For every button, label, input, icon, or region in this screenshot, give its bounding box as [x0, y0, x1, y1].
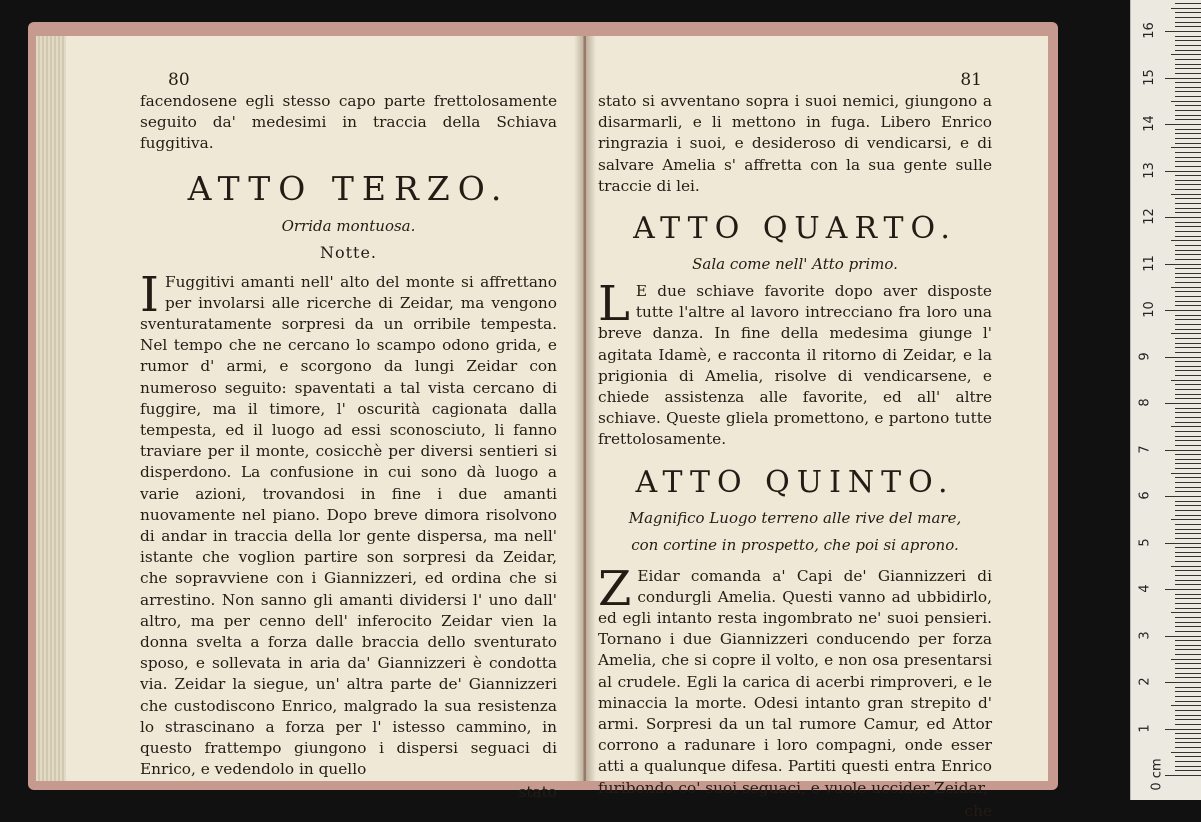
- ruler-tick: [1165, 310, 1201, 311]
- ruler-tick: [1171, 566, 1201, 567]
- ruler-tick: [1175, 45, 1201, 46]
- ruler-tick: [1175, 603, 1201, 604]
- ruler-tick: [1175, 389, 1201, 390]
- ruler-tick: [1175, 594, 1201, 595]
- ruler-label: 10: [1141, 301, 1157, 318]
- ruler-label: 11: [1141, 254, 1157, 272]
- ruler-tick: [1165, 217, 1201, 218]
- ruler-tick: [1175, 701, 1201, 702]
- ruler-tick: [1171, 473, 1201, 474]
- ruler-tick: [1165, 31, 1201, 32]
- scene-heading-line: con cortine in prospetto, che poi si aprono.: [631, 535, 959, 554]
- ruler-tick: [1175, 756, 1201, 757]
- page-number: 80: [168, 70, 190, 90]
- ruler-tick: [1175, 431, 1201, 432]
- ruler-tick: [1175, 166, 1201, 167]
- ruler-tick: [1175, 747, 1201, 748]
- ruler-tick: [1175, 282, 1201, 283]
- catchword: che: [964, 801, 992, 820]
- ruler-tick: [1175, 394, 1201, 395]
- ruler-tick: [1175, 296, 1201, 297]
- ruler-tick: [1175, 501, 1201, 502]
- ruler-tick: [1175, 338, 1201, 339]
- ruler-label: 6: [1137, 491, 1153, 500]
- ruler-label: 5: [1137, 537, 1153, 547]
- ruler-tick: [1175, 640, 1201, 641]
- ruler-tick: [1175, 533, 1201, 534]
- ruler-label: 4: [1137, 584, 1153, 593]
- act-title: ATTO QUINTO.: [635, 464, 955, 500]
- ruler-tick: [1175, 422, 1201, 423]
- ruler-tick: [1175, 524, 1201, 525]
- ruler-label: 14: [1141, 115, 1157, 132]
- ruler-tick: [1175, 510, 1201, 511]
- ruler-tick: [1175, 319, 1201, 320]
- ruler-tick: [1175, 226, 1201, 227]
- ruler-tick: [1175, 436, 1201, 437]
- ruler-tick: [1175, 417, 1201, 418]
- ruler-tick: [1175, 254, 1201, 255]
- ruler-label: 8: [1137, 398, 1153, 407]
- ruler-tick: [1175, 733, 1201, 734]
- ruler-tick: [1175, 742, 1201, 743]
- ruler-tick: [1175, 468, 1201, 469]
- page-number: 81: [960, 70, 982, 90]
- ruler-tick: [1165, 496, 1201, 497]
- ruler-label: 13: [1141, 161, 1157, 179]
- ruler-tick: [1175, 454, 1201, 455]
- ruler-tick: [1175, 231, 1201, 232]
- ruler-tick: [1175, 259, 1201, 260]
- ruler-tick: [1175, 96, 1201, 97]
- ruler-tick: [1175, 273, 1201, 274]
- paragraph-intro: stato si avventano sopra i suoi nemici, giungono a disarmarli, e li mettono in fuga. Libero Enrico ringrazia i suoi, e desideroso di vendicarsi, e di salvare Amelia s' affretta con la sua gente sulle traccie di lei.: [598, 92, 992, 195]
- ruler-tick: [1175, 412, 1201, 413]
- ruler-tick: [1175, 677, 1201, 678]
- ruler-tick: [1175, 352, 1201, 353]
- ruler-tick: [1175, 645, 1201, 646]
- book: [28, 22, 1058, 820]
- ruler-tick: [1175, 575, 1201, 576]
- ruler-tick: [1175, 445, 1201, 446]
- ruler-label: 3: [1137, 630, 1153, 640]
- left-page: [36, 36, 584, 802]
- drop-cap: I: [140, 266, 159, 323]
- ruler-tick: [1171, 54, 1201, 55]
- ruler-label: 12: [1141, 208, 1157, 225]
- ruler-label: 1: [1137, 723, 1153, 733]
- paragraph-text: E due schiave favorite dopo aver disposte tutte l'altre al lavoro intrecciano fra loro una breve danza. In fine della medesima giunge l' agitata Idamè, e racconta il ritorno di Zeidar, e la prigionia di Amelia, risolve di vendicarsene, e chiede assistenza alle favorite, ed all' altre schiave. Queste gliela promettono, e partono tutte frettolosamente.: [598, 282, 992, 449]
- ruler-tick: [1175, 570, 1201, 571]
- ruler-tick: [1175, 17, 1201, 18]
- ruler-tick: [1175, 463, 1201, 464]
- ruler-tick: [1175, 105, 1201, 106]
- ruler-tick: [1175, 59, 1201, 60]
- ruler-tick: [1175, 673, 1201, 674]
- ruler-tick: [1175, 119, 1201, 120]
- ruler-tick: [1175, 138, 1201, 139]
- ruler-tick: [1175, 175, 1201, 176]
- ruler-label: 2: [1137, 677, 1153, 686]
- ruler-tick: [1175, 552, 1201, 553]
- ruler-tick: [1175, 477, 1201, 478]
- ruler-tick: [1165, 124, 1201, 125]
- ruler-label: 7: [1137, 444, 1153, 454]
- ruler-tick: [1171, 333, 1201, 334]
- ruler-tick: [1175, 370, 1201, 371]
- ruler-tick: [1175, 617, 1201, 618]
- ruler-tick: [1175, 375, 1201, 376]
- ruler-tick: [1175, 22, 1201, 23]
- ruler-tick: [1165, 264, 1201, 265]
- ruler-tick: [1175, 766, 1201, 767]
- ruler-tick: [1171, 380, 1201, 381]
- ruler-tick: [1175, 129, 1201, 130]
- paragraph-text: Eidar comanda a' Capi de' Giannizzeri di condurgli Amelia. Questi vanno ad ubbidirlo, ed egli intanto resta ingombrato ne' suoi pensieri. Tornano i due Giannizzeri conducendo per forza Amelia, che si copre il volto, e non osa presentarsi al crudele. Egli la carica di acerbi rimproveri, e le minaccia la morte. Odesi intanto gran strepito d' armi. Sorpresi da un tal rumore Camur, ed Attor corrono a radunare i loro compagni, onde esser atti a qualunque difesa. Partiti questi entra Enrico furibondo co' suoi seguaci, e vuole uccider Zeidar,: [598, 566, 992, 797]
- ruler-tick: [1171, 194, 1201, 195]
- ruler-tick: [1175, 761, 1201, 762]
- ruler-tick: [1175, 301, 1201, 302]
- paragraph: [598, 276, 992, 451]
- ruler-tick: [1175, 189, 1201, 190]
- ruler-tick: [1175, 161, 1201, 162]
- page-edges: [36, 36, 66, 781]
- ruler-tick: [1175, 91, 1201, 92]
- ruler-tick: [1171, 519, 1201, 520]
- ruler-tick: [1175, 157, 1201, 158]
- ruler-tick: [1175, 561, 1201, 562]
- ruler-tick: [1175, 133, 1201, 134]
- act-title: ATTO TERZO.: [187, 168, 510, 208]
- ruler-tick: [1165, 450, 1201, 451]
- ruler-tick: [1165, 403, 1201, 404]
- ruler-tick: [1171, 705, 1201, 706]
- ruler-tick: [1171, 101, 1201, 102]
- ruler-label: 0 cm: [1149, 758, 1165, 791]
- ruler-tick: [1175, 115, 1201, 116]
- ruler-tick: [1171, 240, 1201, 241]
- ruler-tick: [1175, 668, 1201, 669]
- ruler-tick: [1175, 40, 1201, 41]
- ruler-tick: [1165, 543, 1201, 544]
- ruler-tick: [1175, 50, 1201, 51]
- ruler-tick: [1175, 245, 1201, 246]
- ruler-tick: [1175, 626, 1201, 627]
- measuring-ruler: [1130, 0, 1201, 800]
- ruler-tick: [1175, 315, 1201, 316]
- ruler-tick: [1175, 710, 1201, 711]
- ruler-tick: [1175, 305, 1201, 306]
- ruler-tick: [1175, 73, 1201, 74]
- ruler-tick: [1175, 770, 1201, 771]
- ruler-tick: [1175, 715, 1201, 716]
- ruler-tick: [1165, 171, 1201, 172]
- ruler-tick: [1175, 584, 1201, 585]
- ruler-tick: [1175, 347, 1201, 348]
- ruler-tick: [1175, 482, 1201, 483]
- ruler-tick: [1175, 152, 1201, 153]
- ruler-tick: [1175, 491, 1201, 492]
- ruler-tick: [1175, 222, 1201, 223]
- ruler-tick: [1175, 36, 1201, 37]
- ruler-label: 15: [1141, 68, 1157, 86]
- ruler-tick: [1175, 505, 1201, 506]
- ruler-tick: [1175, 649, 1201, 650]
- ruler-tick: [1171, 147, 1201, 148]
- ruler-tick: [1175, 663, 1201, 664]
- paragraph: [140, 266, 557, 781]
- ruler-tick: [1175, 324, 1201, 325]
- ruler-tick: [1175, 236, 1201, 237]
- ruler-tick: [1175, 440, 1201, 441]
- ruler-tick: [1175, 622, 1201, 623]
- ruler-tick: [1175, 268, 1201, 269]
- ruler-tick: [1175, 515, 1201, 516]
- ruler-label: 9: [1137, 351, 1153, 361]
- ruler-tick: [1175, 250, 1201, 251]
- ruler-tick: [1175, 547, 1201, 548]
- ruler-tick: [1175, 110, 1201, 111]
- ruler-tick: [1175, 719, 1201, 720]
- ruler-tick: [1175, 538, 1201, 539]
- ruler-tick: [1175, 696, 1201, 697]
- ruler-tick: [1165, 775, 1201, 776]
- ruler-tick: [1175, 3, 1201, 4]
- ruler-tick: [1175, 184, 1201, 185]
- ruler-tick: [1175, 343, 1201, 344]
- ruler-tick: [1175, 529, 1201, 530]
- ruler-tick: [1175, 598, 1201, 599]
- paragraph: [598, 560, 992, 799]
- ruler-tick: [1171, 612, 1201, 613]
- ruler-tick: [1175, 608, 1201, 609]
- ruler-tick: [1175, 384, 1201, 385]
- ruler-tick: [1175, 580, 1201, 581]
- ruler-tick: [1165, 682, 1201, 683]
- ruler-tick: [1175, 208, 1201, 209]
- catchword: stato: [518, 783, 557, 802]
- scene-heading: Sala come nell' Atto primo.: [692, 255, 898, 274]
- ruler-tick: [1175, 82, 1201, 83]
- scene-heading: Orrida montuosa.: [281, 216, 416, 235]
- ruler-tick: [1175, 212, 1201, 213]
- paragraph-intro: facendosene egli stesso capo parte frettolosamente seguito da' medesimi in traccia della Schiava fuggitiva.: [140, 92, 557, 153]
- scene-heading-line: Magnifico Luogo terreno alle rive del mare,: [628, 508, 962, 527]
- act-title: ATTO QUARTO.: [633, 211, 957, 247]
- ruler-tick: [1175, 687, 1201, 688]
- ruler-tick: [1175, 64, 1201, 65]
- ruler-tick: [1165, 78, 1201, 79]
- ruler-tick: [1175, 203, 1201, 204]
- ruler-tick: [1175, 487, 1201, 488]
- ruler-tick: [1171, 426, 1201, 427]
- ruler-tick: [1175, 26, 1201, 27]
- ruler-tick: [1175, 738, 1201, 739]
- ruler-tick: [1175, 398, 1201, 399]
- ruler-tick: [1175, 724, 1201, 725]
- right-page: [586, 36, 1048, 820]
- ruler-tick: [1175, 654, 1201, 655]
- ruler-tick: [1175, 459, 1201, 460]
- ruler-tick: [1175, 556, 1201, 557]
- ruler-tick: [1175, 631, 1201, 632]
- ruler-tick: [1175, 361, 1201, 362]
- ruler-tick: [1175, 408, 1201, 409]
- ruler-tick: [1171, 659, 1201, 660]
- ruler-tick: [1175, 143, 1201, 144]
- ruler-tick: [1171, 287, 1201, 288]
- ruler-tick: [1175, 291, 1201, 292]
- ruler-tick: [1175, 68, 1201, 69]
- ruler-tick: [1175, 329, 1201, 330]
- paragraph-text: Fuggitivi amanti nell' alto del monte si affrettano per involarsi alle ricerche di Zeidar, ma vengono sventuratamente sorpresi da un orribile tempesta. Nel tempo che ne cercano lo scampo odono grida, e rumor d' armi, e scorgono da lungi Zeidar con numeroso seguito: spaventati a tal vista cercano di fuggire, ma il timore, l' oscurità cagionata dalla tempesta, ed il luogo ad essi sconosciuto, li fanno traviare per il monte, cosicchè per diversi sentieri si disperdono. La confusione in cui sono dà luogo a varie azioni, trovandosi in fine i due amanti nuovamente nel piano. Dopo breve dimora risolvono di andar in traccia della lor gente dispersa, ma nell' istante che voglion partire son sorpresi da Zeidar, che sopravviene con i Giannizzeri, ed ordina che si arrestino. Non sanno gli amanti dividersi l' uno dall' altro, ma per cenno dell' inferocito Zeidar vien la donna svelta a forza dalle braccia dello sventurato sposo, e sollevata in aria da' Giannizzeri è condotta via. Zeidar la siegue, un' altra parte de' Giannizzeri che custodiscono Enrico, malgrado la sua resistenza lo strascinano a forza per l' istesso cammino, in questo frattempo giungono i dispersi seguaci di Enrico, e vedendolo in quello: [140, 272, 557, 779]
- drop-cap: L: [598, 276, 630, 333]
- ruler-tick: [1165, 636, 1201, 637]
- ruler-tick: [1175, 87, 1201, 88]
- ruler-tick: [1165, 589, 1201, 590]
- ruler-tick: [1165, 729, 1201, 730]
- ruler-tick: [1171, 8, 1201, 9]
- ruler-tick: [1175, 198, 1201, 199]
- drop-cap: Z: [598, 560, 632, 617]
- ruler-tick: [1175, 12, 1201, 13]
- book-gutter: [574, 36, 596, 781]
- ruler-tick: [1175, 277, 1201, 278]
- ruler-tick: [1175, 691, 1201, 692]
- ruler-tick: [1165, 357, 1201, 358]
- ruler-tick: [1171, 752, 1201, 753]
- ruler-label: 16: [1141, 22, 1157, 39]
- ruler-tick: [1175, 180, 1201, 181]
- time-heading: Notte.: [319, 242, 378, 262]
- ruler-tick: [1175, 366, 1201, 367]
